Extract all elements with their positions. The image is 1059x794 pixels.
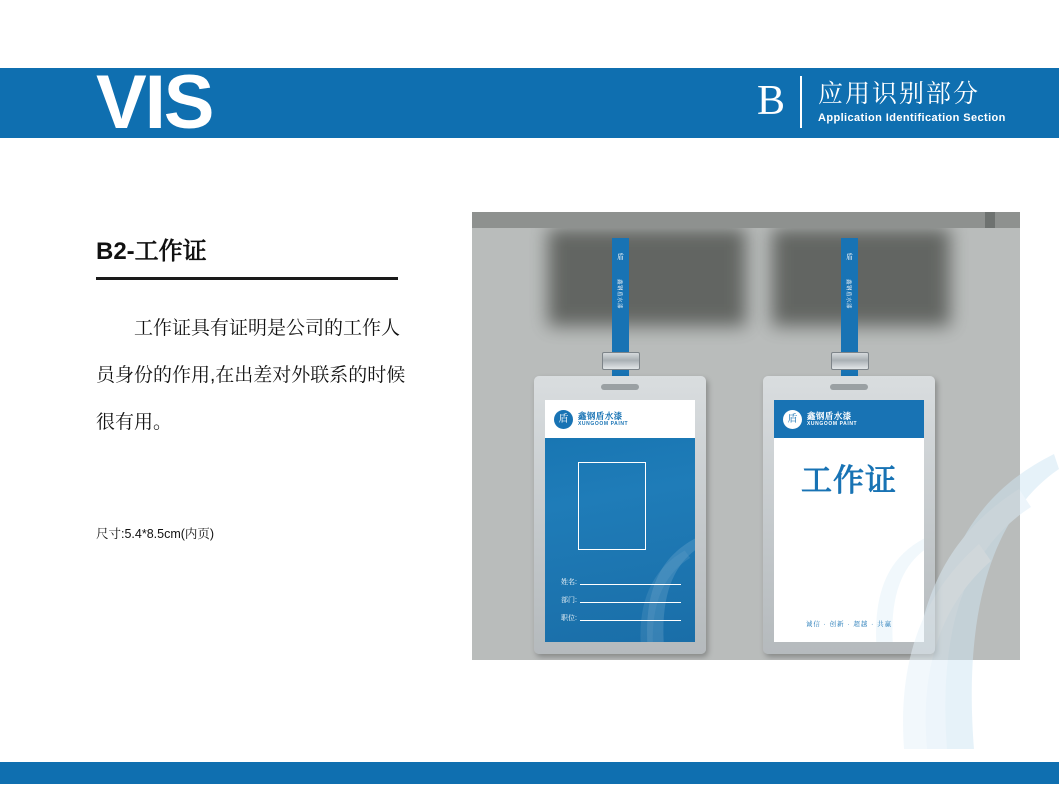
body-paragraph: 工作证具有证明是公司的工作人员身份的作用,在出差对外联系的时候很有用。 <box>96 318 406 433</box>
section-title-cn: 应用识别部分 <box>818 80 981 108</box>
card-front-header <box>545 400 695 438</box>
page-title: B2-工作证 <box>96 238 207 265</box>
card-back-header <box>774 400 924 438</box>
lanyard-label-left: 鑫钢盾水漆 <box>616 278 622 309</box>
shield-icon: 盾 <box>617 254 624 261</box>
holder-slot <box>601 384 639 390</box>
lanyard-right <box>841 238 858 398</box>
section-title-en: Application Identification Section <box>818 112 1006 124</box>
field-label-name: 姓名: <box>561 579 577 586</box>
section-letter: B <box>757 78 786 124</box>
card-front-logo-en: XUNGOOM PAINT <box>578 420 629 427</box>
lanyard-left <box>612 238 629 398</box>
id-card-back <box>774 400 924 642</box>
card-back-logo-en: XUNGOOM PAINT <box>807 420 858 427</box>
badge-holder-back <box>763 376 935 654</box>
lanyard-clip-left <box>602 352 640 370</box>
lanyard-clip-right <box>831 352 869 370</box>
field-label-position: 职位: <box>561 615 577 622</box>
mockup-stage <box>472 228 1020 660</box>
card-back-logo-cn: 鑫钢盾水漆 <box>807 410 852 421</box>
id-card-front <box>545 400 695 642</box>
size-note: 尺寸:5.4*8.5cm(内页) <box>96 527 215 541</box>
field-label-department: 部门: <box>561 597 577 604</box>
footer-band <box>0 762 1059 784</box>
mockup-wall-top <box>472 212 1020 228</box>
card-back-title: 工作证 <box>801 463 897 498</box>
swirl-decoration-icon <box>838 532 924 642</box>
header-divider <box>800 76 802 128</box>
shield-icon: 盾 <box>846 254 853 261</box>
holder-slot <box>830 384 868 390</box>
brand-logo: VIS <box>96 60 213 145</box>
background-blur-left <box>548 228 746 326</box>
shield-icon: 盾 <box>783 410 802 429</box>
lanyard-label-right: 鑫钢盾水漆 <box>845 278 851 309</box>
shield-icon: 盾 <box>554 410 573 429</box>
card-front-logo-cn: 鑫钢盾水漆 <box>578 410 623 421</box>
badge-holder-front <box>534 376 706 654</box>
title-underline <box>96 277 398 280</box>
swirl-decoration-icon <box>609 532 695 642</box>
background-blur-right <box>772 228 950 326</box>
card-back-slogan: 诚信 · 创新 · 超越 · 共赢 <box>805 621 893 628</box>
